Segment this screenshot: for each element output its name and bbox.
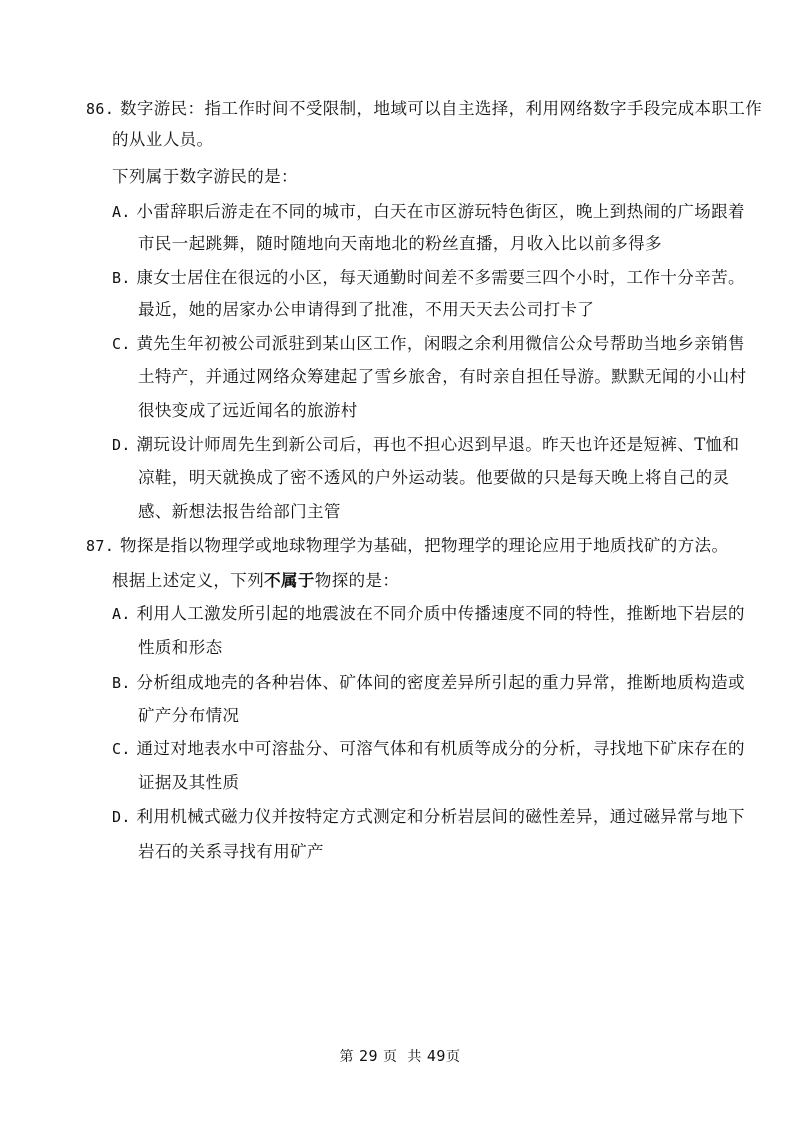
q86-definition-line-1 xyxy=(86,98,762,120)
q86-option-b-line-2: 最近，她的居家办公申请得到了批准，不用天天去公司打卡了 xyxy=(138,300,595,319)
option-letter: D. xyxy=(112,808,131,826)
option-letter: C. xyxy=(112,335,131,353)
q87-prompt-pre: 根据上述定义，下列 xyxy=(112,571,265,590)
q86-option-d-line-2: 凉鞋，明天就换成了密不透风的户外运动装。他要做的只是每天晚上将自己的灵 xyxy=(138,468,730,487)
q87-option-a-line-2: 性质和形态 xyxy=(138,638,223,657)
q86-option-d-line-3: 感、新想法报告给部门主管 xyxy=(138,502,341,521)
q86-option-b[interactable] xyxy=(112,267,745,289)
q87-definition-line xyxy=(86,535,728,557)
footer-label-pre: 第 xyxy=(339,1049,355,1065)
q87-option-b[interactable] xyxy=(112,672,745,694)
footer-label-post: 页 xyxy=(445,1049,461,1065)
option-letter: B. xyxy=(112,674,131,692)
q86-prompt: 下列属于数字游民的是： xyxy=(112,167,298,186)
q86-option-a[interactable] xyxy=(112,201,745,223)
current-page-number: 29 xyxy=(359,1047,379,1065)
q86-option-c-line-2: 土特产，并通过网络众筹建起了雪乡旅舍，有时亲自担任导游。默默无闻的小山村 xyxy=(138,367,747,386)
option-text: 通过对地表水中可溶盐分、可溶气体和有机质等成分的分析，寻找地下矿床存在的 xyxy=(136,739,745,758)
q87-option-d-line-2: 岩石的关系寻找有用矿产 xyxy=(138,842,324,861)
option-letter: A. xyxy=(112,203,131,221)
q87-option-c[interactable] xyxy=(112,738,745,760)
option-letter: C. xyxy=(112,740,131,758)
option-letter: D. xyxy=(112,436,131,454)
q86-option-d[interactable] xyxy=(112,434,739,456)
q87-prompt-post: 物探的是： xyxy=(314,571,400,590)
option-letter: A. xyxy=(112,605,131,623)
footer-label-mid: 页 共 xyxy=(383,1049,422,1065)
total-page-number: 49 xyxy=(426,1047,446,1065)
option-text: 康女士居住在很远的小区，每天通勤时间差不多需要三四个小时，工作十分辛苦。 xyxy=(136,268,745,287)
q86-definition-line-2: 的从业人员。 xyxy=(112,130,214,149)
q86-option-a-line-2: 市民一起跳舞，随时随地向天南地北的粉丝直播，月收入比以前多得多 xyxy=(138,234,662,253)
page-footer xyxy=(0,1046,800,1066)
option-text: 分析组成地壳的各种岩体、矿体间的密度差异所引起的重力异常，推断地质构造或 xyxy=(136,673,745,692)
q87-prompt xyxy=(112,570,399,592)
option-text: 潮玩设计师周先生到新公司后，再也不担心迟到早退。昨天也许还是短裤、T恤和 xyxy=(136,435,740,454)
option-text: 利用机械式磁力仪并按特定方式测定和分析岩层间的磁性差异，通过磁异常与地下 xyxy=(136,807,745,826)
q86-number: 86. xyxy=(86,100,115,118)
option-text: 小雷辞职后游走在不同的城市，白天在市区游玩特色街区，晚上到热闹的广场跟着 xyxy=(136,202,745,221)
q87-option-d[interactable] xyxy=(112,806,745,828)
q86-option-c[interactable] xyxy=(112,333,745,355)
q87-option-b-line-2: 矿产分布情况 xyxy=(138,706,240,725)
q87-option-a[interactable] xyxy=(112,603,745,625)
q86-definition-text-1: 数字游民：指工作时间不受限制，地域可以自主选择，利用网络数字手段完成本职工作 xyxy=(119,99,763,118)
option-letter: B. xyxy=(112,269,131,287)
q87-prompt-emphasis: 不属于 xyxy=(264,571,315,590)
q87-number: 87. xyxy=(86,537,115,555)
option-text: 黄先生年初被公司派驻到某山区工作，闲暇之余利用微信公众号帮助当地乡亲销售 xyxy=(136,334,745,353)
q86-option-c-line-3: 很快变成了远近闻名的旅游村 xyxy=(138,401,358,420)
q87-definition-text: 物探是指以物理学或地球物理学为基础，把物理学的理论应用于地质找矿的方法。 xyxy=(119,536,729,555)
q87-option-c-line-2: 证据及其性质 xyxy=(138,773,240,792)
option-text: 利用人工激发所引起的地震波在不同介质中传播速度不同的特性，推断地下岩层的 xyxy=(136,604,745,623)
